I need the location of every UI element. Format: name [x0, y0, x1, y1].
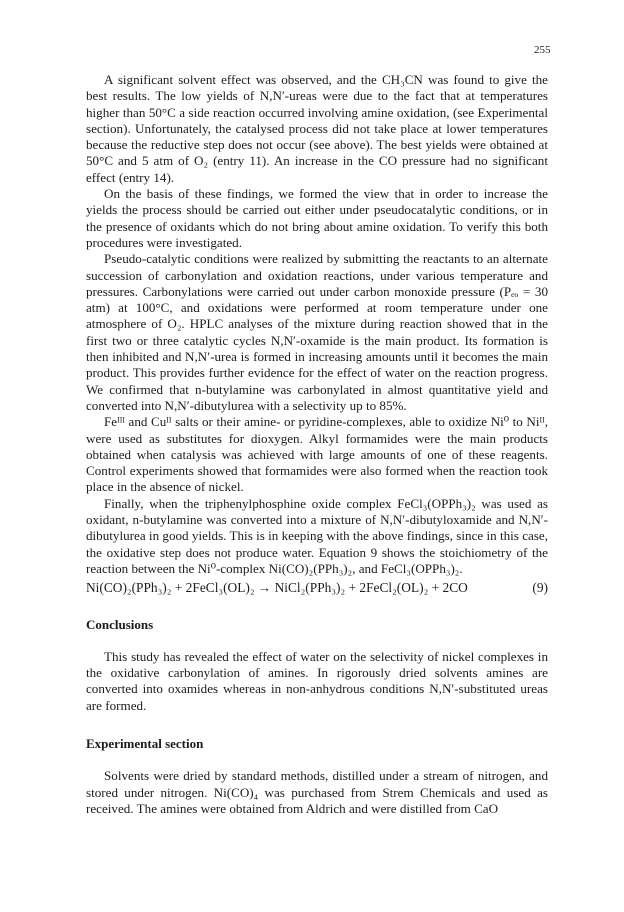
article-body: [86, 72, 548, 817]
paragraph-experimental: Solvents were dried by standard methods, distilled under a stream of nitrogen, and stored under nitrogen. Ni(CO)₄ was purchased from Strem Chemicals and used as received. The amines were obtained from Aldrich and were distilled from CaO: [86, 768, 548, 816]
heading-conclusions: Conclusions: [86, 616, 154, 632]
equation-9: [86, 580, 548, 596]
heading-experimental: Experimental section: [86, 735, 204, 751]
paragraph-solvent-effect: A significant solvent effect was observed, and the CH₃CN was found to give the best results. The low yields of N,N′-ureas were due to the fact that at temperatures higher than 50°C a side reaction occurred involving amine oxidation, (see Experimental section). Unfortunately, the catalysed process did not take place at lower temperatures because the reductive step does not occur (see above). The best yields were obtained at 50°C and 5 atm of O₂ (entry 11). An increase in the CO pressure had no significant effect (entry 14).: [86, 72, 548, 185]
equation-number: (9): [532, 580, 548, 596]
paragraph-pseudo-catalytic: Pseudo-catalytic conditions were realized by submitting the reactants to an alternate succession of carbonylation and oxidation reactions, under various temperature and pressures. Carbonylations were carried out under carbon monoxide pressure (Pₑₒ = 30 atm) at 100°C, and oxidations were performed at room temperature under one atmosphere of O₂. HPLC analyses of the mixture during reaction showed that in the first two or three catalytic cycles N,N′-oxamide is the main product. Its formation is then inhibited and N,N′-urea is formed in increasing amounts until it becomes the main product. This provides further evidence for the effect of water on the reaction progress. We confirmed that n-butylamine was carbonylated in almost quantitative yield and converted into N,N′-dibutylurea with a selectivity up to 85%.: [86, 251, 548, 413]
paragraph-phosphine-oxide: Finally, when the triphenylphosphine oxide complex FeCl₃(OPPh₃)₂ was used as oxidant, n-butylamine was converted into a mixture of N,N′-dibutyloxamide and N,N′-dibutylurea in good yields. This is in keeping with the above findings, since in this case, the oxidative step does not produce water. Equation 9 shows the stoichiometry of the reaction between the Ni⁰-complex Ni(CO)₂(PPh₃)₂, and FeCl₃(OPPh₃)₂.: [86, 495, 548, 576]
paragraph-conclusions: This study has revealed the effect of water on the selectivity of nickel complexes in the oxidative carbonylation of amines. In rigorously dried solvents amines are converted into oxamides whereas in non-anhydrous conditions N,N′-substituted ureas are formed.: [86, 648, 548, 713]
equation-text: Ni(CO)₂(PPh₃)₂ + 2FeCl₃(OL)₂ → NiCl₂(PPh₃)₂ + 2FeCl₂(OL)₂ + 2CO: [86, 580, 468, 596]
paragraph-findings: On the basis of these findings, we formed the view that in order to increase the yields the process should be carried out either under pseudocatalytic conditions, or in the presence of oxidants which do not bring about amine oxidation. To verify this both procedures were investigated.: [86, 186, 548, 250]
paragraph-oxidant-salts: Feᴵᴵᴵ and Cuᴵᴵ salts or their amine- or pyridine-complexes, able to oxidize Ni⁰ to Niᴵᴵ, were used as substitutes for dioxygen. Alkyl formamides were the main products obtained when catalysis was achieved with large amounts of one of these reagents. Control experiments showed that formamides were also formed when the reaction took place in the absence of nickel.: [86, 414, 548, 495]
page-number: 255: [534, 44, 551, 56]
